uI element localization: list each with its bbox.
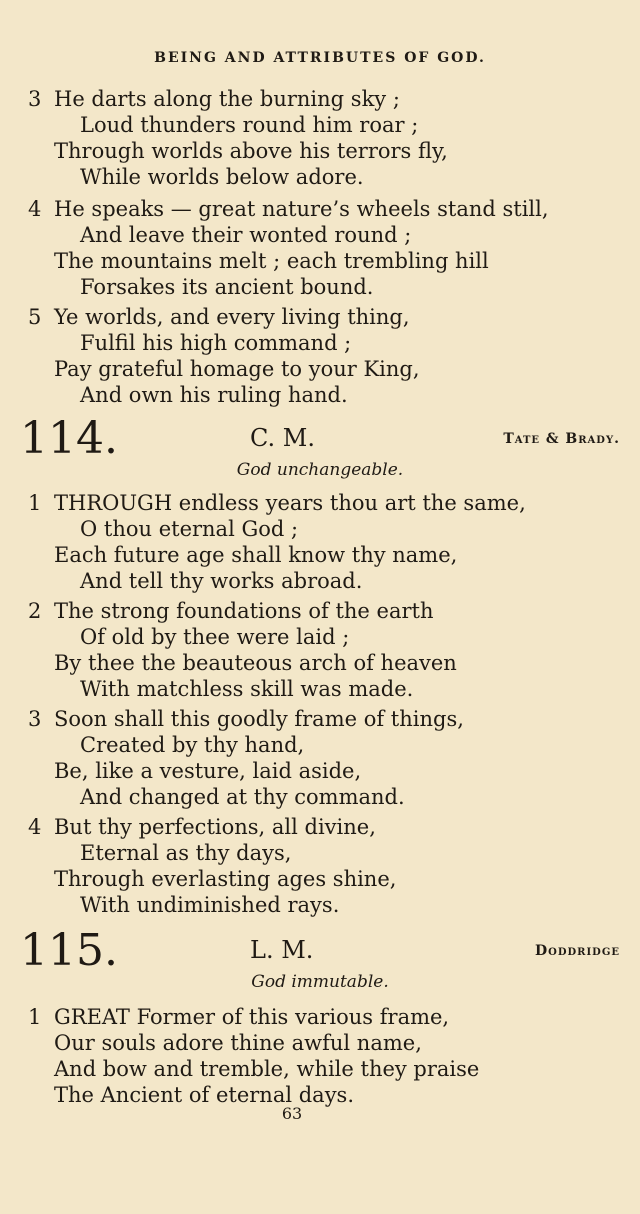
hymn-subtitle: God immutable. — [251, 972, 389, 992]
stanza-number: 5 — [28, 305, 42, 329]
verse-line: And bow and tremble, while they praise — [54, 1057, 480, 1081]
verse-line: GREAT Former of this various frame, — [54, 1005, 450, 1029]
hymn-author: Doddridge — [534, 943, 620, 959]
verse-line: Pay grateful homage to your King, — [54, 357, 420, 381]
verse-line: While worlds below adore. — [80, 165, 364, 189]
hymn-header — [20, 926, 620, 976]
verse-line: By thee the beauteous arch of heaven — [54, 651, 457, 675]
stanza — [28, 814, 588, 918]
stanza-number: 1 — [28, 1005, 42, 1029]
verse-line: Loud thunders round him roar ; — [80, 113, 419, 137]
hymn-meter: C. M. — [250, 424, 315, 452]
verse-line: Through everlasting ages shine, — [54, 867, 397, 891]
stanza-number: 1 — [28, 491, 42, 515]
verse-line: But thy perfections, all divine, — [54, 815, 376, 839]
stanza-number: 4 — [28, 197, 42, 221]
verse-line: THROUGH endless years thou art the same, — [54, 491, 526, 515]
verse-line: He darts along the burning sky ; — [54, 87, 400, 111]
hymn-subtitle: God unchangeable. — [236, 460, 404, 480]
stanza — [28, 304, 588, 408]
page-number: 63 — [281, 1104, 303, 1123]
verse-line: Ye worlds, and every living thing, — [54, 305, 410, 329]
verse-line: The mountains melt ; each trembling hill — [54, 249, 489, 273]
verse-line: And changed at thy command. — [80, 785, 405, 809]
stanza-number: 2 — [28, 599, 42, 623]
verse-line: With undiminished rays. — [80, 893, 340, 917]
verse-line: Each future age shall know thy name, — [54, 543, 458, 567]
verse-line: Through worlds above his terrors fly, — [54, 139, 448, 163]
stanza-number: 3 — [28, 87, 42, 111]
verse-line: Soon shall this goodly frame of things, — [54, 707, 464, 731]
hymn-number: 114. — [20, 413, 118, 464]
verse-line: Forsakes its ancient bound. — [80, 275, 374, 299]
hymn-number: 115. — [20, 925, 118, 976]
stanza-number: 4 — [28, 815, 42, 839]
stanza — [28, 490, 588, 594]
verse-line: And tell thy works abroad. — [80, 569, 363, 593]
verse-line: With matchless skill was made. — [80, 677, 414, 701]
verse-line: The strong foundations of the earth — [54, 599, 434, 623]
hymn-meter: L. M. — [250, 936, 314, 964]
verse-line: And own his ruling hand. — [80, 383, 348, 407]
verse-line: Be, like a vesture, laid aside, — [54, 759, 362, 783]
verse-line: And leave their wonted round ; — [80, 223, 412, 247]
stanza — [28, 196, 588, 300]
stanza — [28, 86, 588, 190]
verse-line: The Ancient of eternal days. — [54, 1083, 355, 1107]
verse-line: Our souls adore thine awful name, — [54, 1031, 422, 1055]
verse-line: Created by thy hand, — [80, 733, 305, 757]
running-head: BEING AND ATTRIBUTES OF GOD. — [154, 50, 486, 66]
stanza-number: 3 — [28, 707, 42, 731]
verse-line: Fulfil his high command ; — [80, 331, 352, 355]
stanza — [28, 1004, 588, 1108]
hymn-author: Tate & Brady. — [503, 431, 620, 447]
stanza — [28, 706, 588, 810]
verse-line: Of old by thee were laid ; — [80, 625, 350, 649]
hymn-header — [20, 414, 620, 464]
stanza — [28, 598, 588, 702]
verse-line: He speaks — great nature’s wheels stand still, — [54, 197, 549, 221]
verse-line: O thou eternal God ; — [80, 517, 299, 541]
verse-line: Eternal as thy days, — [80, 841, 292, 865]
